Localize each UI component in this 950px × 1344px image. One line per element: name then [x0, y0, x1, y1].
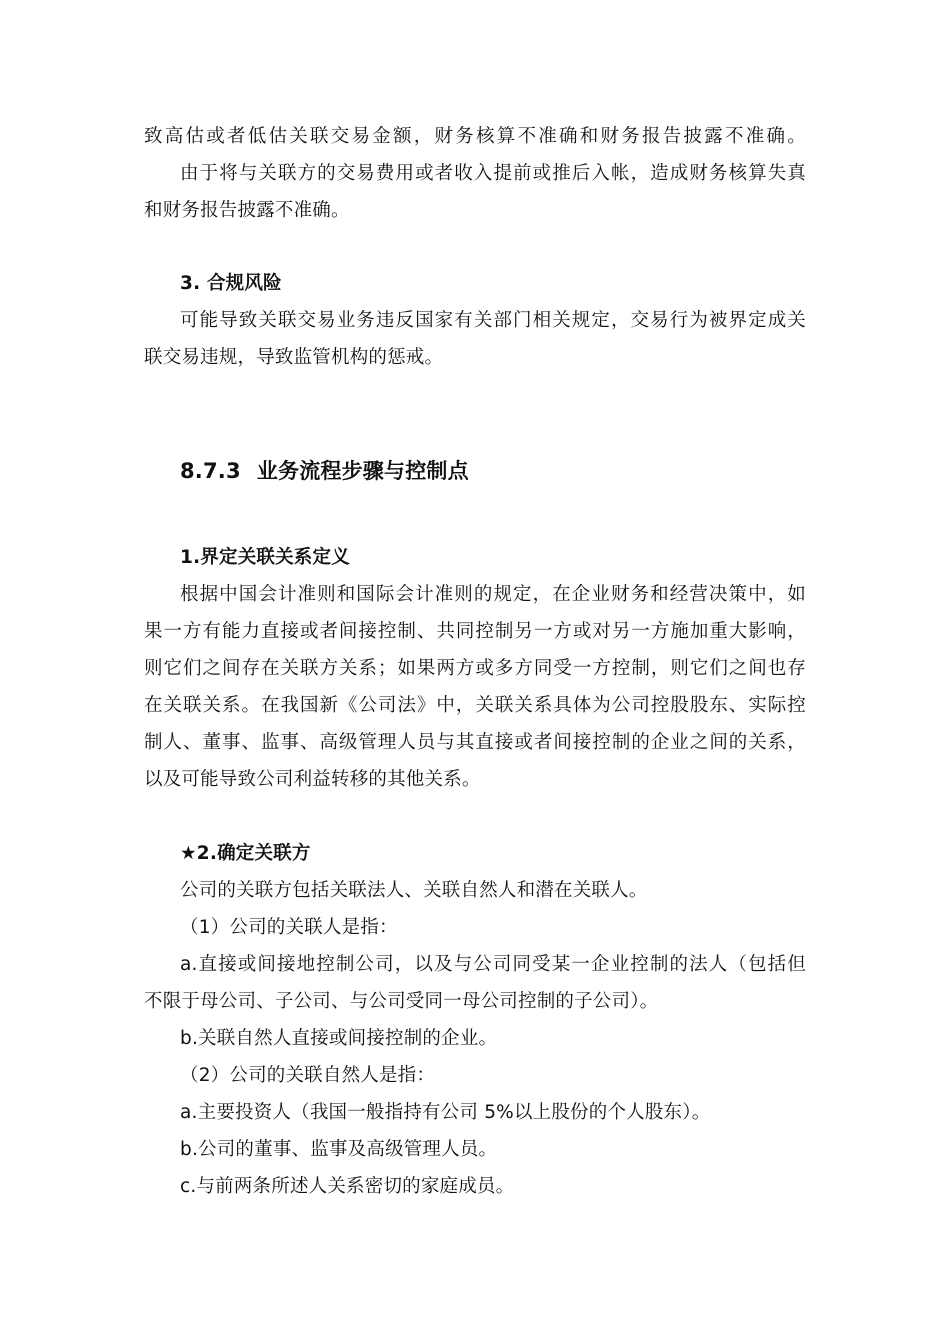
section-heading [180, 457, 469, 485]
list-heading: （1）公司的关联人是指： [180, 917, 398, 938]
subheading-define-relationship: 1.界定关联关系定义 [180, 547, 350, 568]
paragraph-line: 联交易违规，导致监管机构的惩戒。 [144, 347, 444, 368]
list-item: a.主要投资人（我国一般指持有公司 5%以上股份的个人股东）。 [180, 1102, 711, 1123]
subheading-determine-related-party: ★2.确定关联方 [180, 843, 311, 864]
list-item: a.直接或间接地控制公司，以及与公司同受某一企业控制的法人（包括但 [180, 954, 806, 975]
subheading-compliance-risk: 3. 合规风险 [180, 273, 282, 294]
paragraph-line: 制人、董事、监事、高级管理人员与其直接或者间接控制的企业之间的关系， [144, 732, 806, 753]
paragraph-line: 果一方有能力直接或者间接控制、共同控制另一方或对另一方施加重大影响， [144, 621, 806, 642]
paragraph-line: 则它们之间存在关联方关系；如果两方或多方同受一方控制，则它们之间也存 [144, 658, 806, 679]
list-item: c.与前两条所述人关系密切的家庭成员。 [180, 1176, 515, 1197]
paragraph-line: 以及可能导致公司利益转移的其他关系。 [144, 769, 481, 790]
list-item: b.公司的董事、监事及高级管理人员。 [180, 1139, 498, 1160]
list-heading: （2）公司的关联自然人是指： [180, 1065, 436, 1086]
list-item-continued: 不限于母公司、子公司、与公司受同一母公司控制的子公司）。 [144, 991, 659, 1012]
paragraph-line: 由于将与关联方的交易费用或者收入提前或推后入帐，造成财务核算失真 [180, 163, 806, 184]
paragraph-line: 公司的关联方包括关联法人、关联自然人和潜在关联人。 [180, 880, 648, 901]
paragraph-line: 在关联关系。在我国新《公司法》中，关联关系具体为公司控股股东、实际控 [144, 695, 806, 716]
list-item: b.关联自然人直接或间接控制的企业。 [180, 1028, 498, 1049]
paragraph-line: 可能导致关联交易业务违反国家有关部门相关规定，交易行为被界定成关 [180, 310, 806, 331]
section-number: 8.7.3 [180, 459, 241, 483]
paragraph-line: 根据中国会计准则和国际会计准则的规定，在企业财务和经营决策中，如 [180, 584, 806, 605]
paragraph-line: 致高估或者低估关联交易金额，财务核算不准确和财务报告披露不准确。 [144, 126, 806, 147]
section-title: 业务流程步骤与控制点 [256, 459, 469, 483]
paragraph-line: 和财务报告披露不准确。 [144, 200, 350, 221]
